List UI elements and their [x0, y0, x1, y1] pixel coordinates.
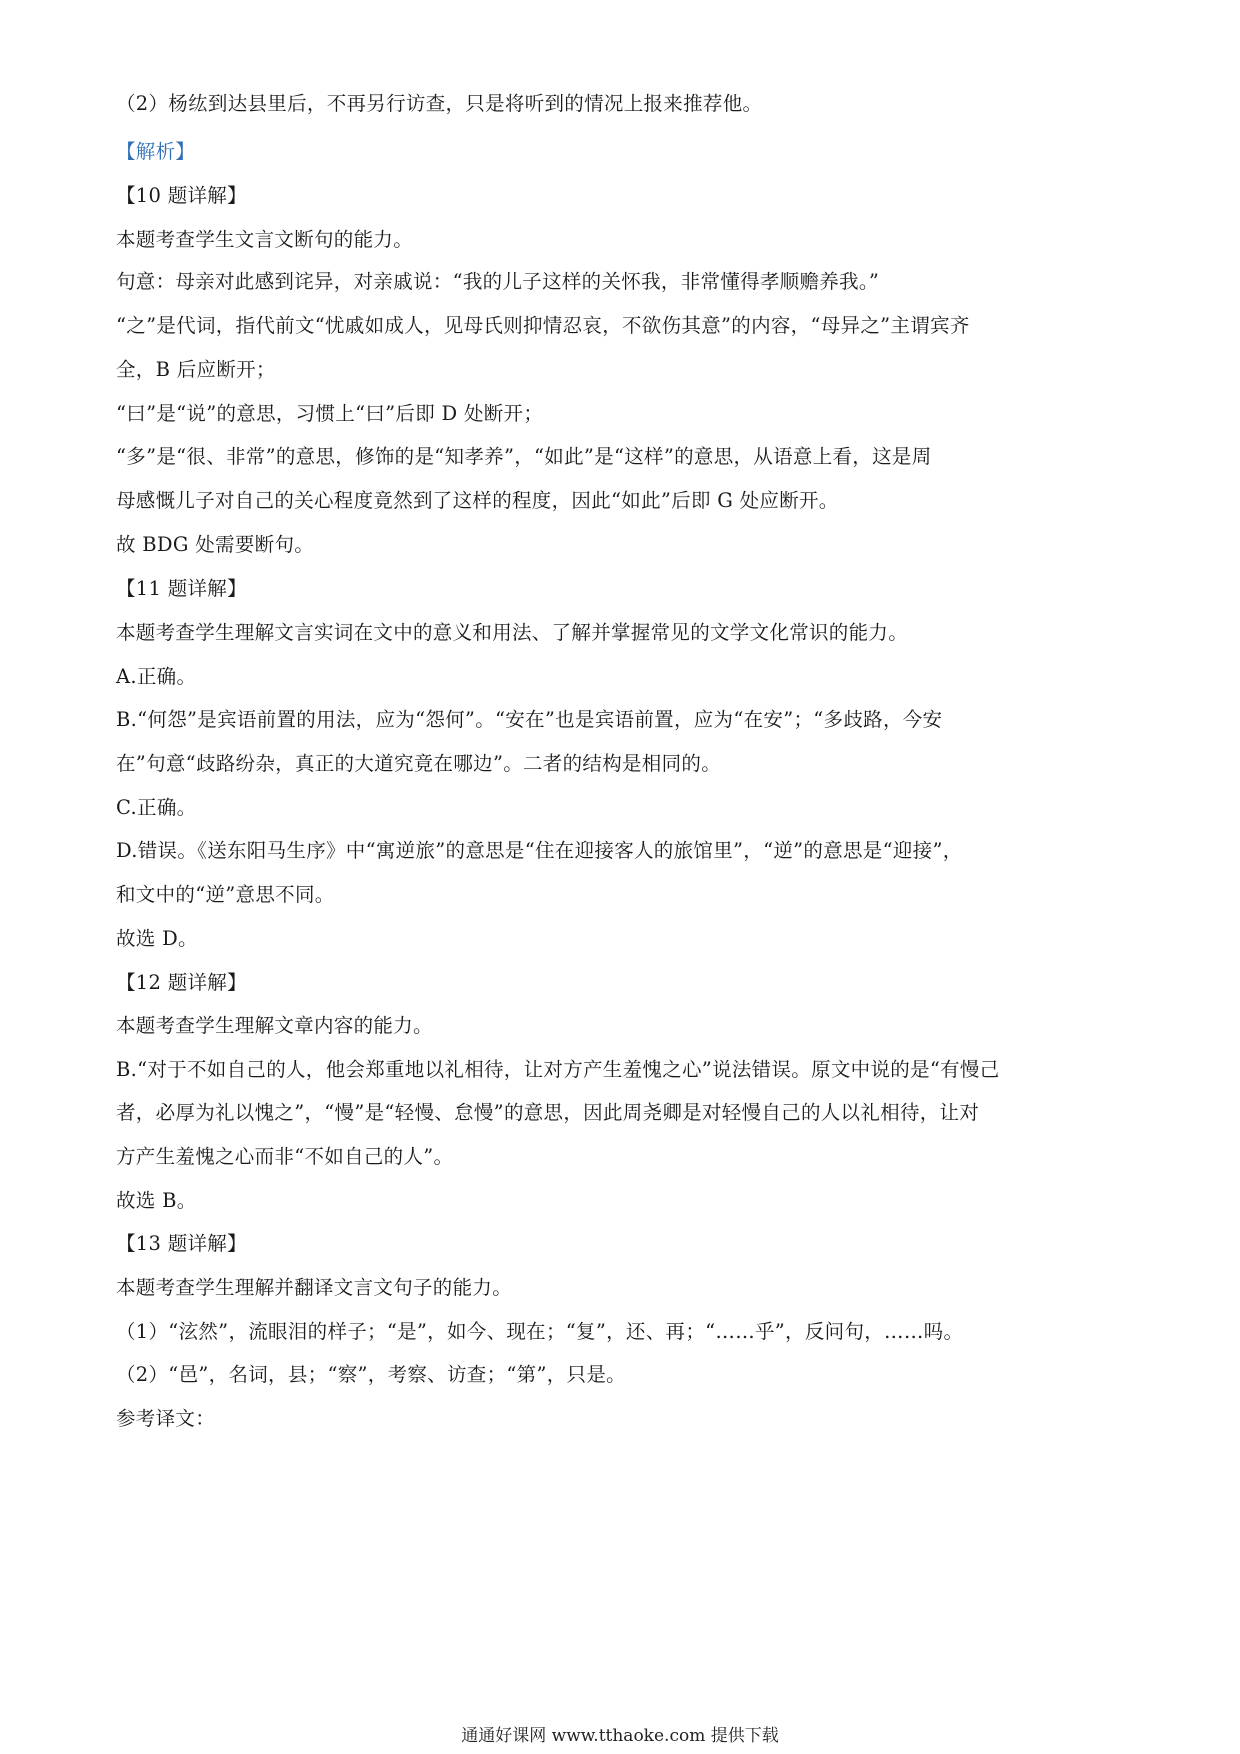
- q12-option-b-3: 方产生羞愧之心而非“不如自己的人”。: [116, 1145, 454, 1168]
- q10-explanation-1b: 全，B 后应断开；: [116, 358, 276, 381]
- q11-option-d-1: D.错误。《送东阳马生序》中“寓逆旅”的意思是“住在迎接客人的旅馆里”，“逆”的意思是“迎接”，: [116, 839, 963, 862]
- q11-option-d-2: 和文中的“逆”意思不同。: [116, 883, 335, 906]
- q10-intro: 本题考查学生文言文断句的能力。: [116, 228, 414, 251]
- q11-heading: 【11 题详解】: [116, 577, 247, 600]
- answer-13-2: （2）杨纮到达县里后，不再另行访查，只是将听到的情况上报来推荐他。: [116, 92, 763, 115]
- q11-intro: 本题考查学生理解文言实词在文中的意义和用法、了解并掌握常见的文学文化常识的能力。: [116, 621, 909, 644]
- q11-conclusion: 故选 D。: [116, 927, 198, 950]
- q10-conclusion: 故 BDG 处需要断句。: [116, 533, 315, 556]
- reference-translation-label: 参考译文：: [116, 1407, 216, 1430]
- q13-heading: 【13 题详解】: [116, 1232, 247, 1255]
- q12-intro: 本题考查学生理解文章内容的能力。: [116, 1014, 433, 1037]
- q11-option-b-1: B.“何怨”是宾语前置的用法，应为“怨何”。“安在”也是宾语前置，应为“在安”；“多歧路，今安: [116, 708, 943, 731]
- page-footer: 通通好课网 www.tthaoke.com 提供下载: [461, 1726, 779, 1746]
- q13-item-2: （2）“邑”，名词，县；“察”，考察、访查；“第”，只是。: [116, 1363, 626, 1386]
- q11-option-b-2: 在”句意“歧路纷杂，真正的大道究竟在哪边”。二者的结构是相同的。: [116, 752, 722, 775]
- analysis-heading: 【解析】: [116, 140, 196, 163]
- q13-item-1: （1）“泫然”，流眼泪的样子；“是”，如今、现在；“复”，还、再；“……乎”，反问句，……吗。: [116, 1320, 964, 1343]
- q11-option-a: A.正确。: [116, 665, 197, 688]
- q12-option-b-2: 者，必厚为礼以愧之”，“慢”是“轻慢、怠慢”的意思，因此周尧卿是对轻慢自己的人以礼相待，让对: [116, 1101, 980, 1124]
- q10-explanation-3a: “多”是“很、非常”的意思，修饰的是“知孝养”，“如此”是“这样”的意思，从语意上看，这是周: [116, 445, 932, 468]
- q12-heading: 【12 题详解】: [116, 971, 247, 994]
- q10-explanation-2: “曰”是“说”的意思，习惯上“曰”后即 D 处断开；: [116, 402, 544, 425]
- q10-sentence-meaning: 句意：母亲对此感到诧异，对亲戚说：“我的儿子这样的关怀我，非常懂得孝顺赡养我。”: [116, 270, 880, 293]
- q12-option-b-1: B.“对于不如自己的人，他会郑重地以礼相待，让对方产生羞愧之心”说法错误。原文中说的是“有慢己: [116, 1058, 1000, 1081]
- q12-conclusion: 故选 B。: [116, 1189, 197, 1212]
- q10-explanation-3b: 母感慨儿子对自己的关心程度竟然到了这样的程度，因此“如此”后即 G 处应断开。: [116, 489, 839, 512]
- q10-explanation-1a: “之”是代词，指代前文“忧戚如成人，见母氏则抑情忍哀，不欲伤其意”的内容，“母异之”主谓宾齐: [116, 314, 970, 337]
- q11-option-c: C.正确。: [116, 796, 197, 819]
- q13-intro: 本题考查学生理解并翻译文言文句子的能力。: [116, 1276, 513, 1299]
- q10-heading: 【10 题详解】: [116, 184, 247, 207]
